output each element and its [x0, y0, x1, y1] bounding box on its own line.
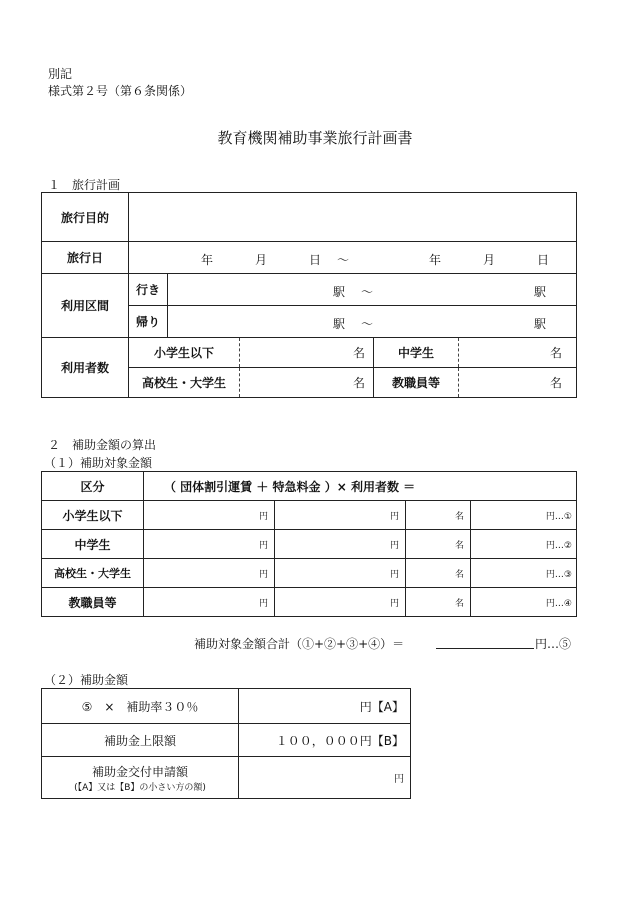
- date-year-1: 年: [201, 252, 214, 267]
- cell-subtotal[interactable]: 円…①: [471, 501, 577, 530]
- cell-express[interactable]: 円: [275, 530, 406, 559]
- users-staff-unit: 名: [549, 376, 562, 390]
- apply-label: 補助金交付申請額: [91, 764, 188, 779]
- users-junior-unit: 名: [549, 346, 562, 360]
- go-route-field[interactable]: [168, 274, 577, 306]
- cell-count[interactable]: 名: [406, 588, 471, 617]
- route-label: 利用区間: [42, 274, 129, 338]
- date-month-2: 月: [483, 252, 496, 267]
- go-tilde: ～: [361, 284, 374, 299]
- travel-plan-table: [41, 192, 577, 398]
- section2-sub1: （１）補助対象金額: [44, 456, 153, 470]
- users-elem-unit: 名: [352, 346, 365, 360]
- row-label-staff: 教職員等: [42, 588, 144, 617]
- go-station-from: 駅: [333, 284, 346, 299]
- users-junior-label: 中学生: [374, 338, 459, 367]
- total-label: 補助対象金額合計（①+②+③+④）＝: [194, 637, 405, 651]
- users-staff-label: 教職員等: [374, 368, 459, 397]
- go-label: 行き: [129, 274, 168, 306]
- date-year-2: 年: [429, 252, 442, 267]
- cell-subtotal[interactable]: 円…②: [471, 530, 577, 559]
- rate-value[interactable]: 円【A】: [239, 689, 411, 724]
- date-day-2: 日: [537, 252, 550, 267]
- table-row: [42, 559, 577, 588]
- document-title: 教育機関補助事業旅行計画書: [217, 129, 413, 147]
- header-annex: 別記: [48, 67, 73, 81]
- apply-value[interactable]: 円: [239, 757, 411, 799]
- table-row: [42, 588, 577, 617]
- header-form-number: 様式第２号（第６条関係）: [48, 84, 193, 98]
- date-field[interactable]: [129, 242, 577, 274]
- users-label: 利用者数: [42, 338, 129, 398]
- section1-heading: １ 旅行計画: [48, 178, 121, 192]
- purpose-label: 旅行目的: [42, 193, 129, 242]
- purpose-field[interactable]: [129, 193, 577, 242]
- cell-fare[interactable]: 円: [144, 501, 275, 530]
- return-station-to: 駅: [534, 316, 547, 331]
- subsidy-amount-table: [41, 688, 411, 799]
- return-station-from: 駅: [333, 316, 346, 331]
- row-label-junior: 中学生: [42, 530, 144, 559]
- cell-fare[interactable]: 円: [144, 530, 275, 559]
- users-high-field[interactable]: [240, 368, 374, 397]
- rate-label: ⑤ × 補助率３０％: [42, 689, 239, 724]
- users-high-label: 高校生・大学生: [129, 368, 240, 397]
- cell-express[interactable]: 円: [275, 588, 406, 617]
- return-label: 帰り: [129, 306, 168, 338]
- subsidy-target-table: [41, 471, 577, 617]
- cell-count[interactable]: 名: [406, 530, 471, 559]
- users-high-unit: 名: [352, 376, 365, 390]
- total-suffix: 円…⑤: [535, 637, 572, 651]
- users-elem-field[interactable]: [240, 338, 374, 367]
- users-staff-field[interactable]: [459, 368, 577, 397]
- cell-fare[interactable]: 円: [144, 559, 275, 588]
- row-label-high: 高校生・大学生: [42, 559, 144, 588]
- col-category: 区分: [42, 472, 144, 501]
- cell-subtotal[interactable]: 円…④: [471, 588, 577, 617]
- users-elem-label: 小学生以下: [129, 338, 240, 367]
- date-label: 旅行日: [42, 242, 129, 274]
- cell-count[interactable]: 名: [406, 559, 471, 588]
- limit-label: 補助金上限額: [42, 724, 239, 757]
- limit-value: １００，０００円【B】: [239, 724, 411, 757]
- date-tilde: ～: [337, 252, 350, 267]
- users-junior-field[interactable]: [459, 338, 577, 367]
- section2-sub2: （２）補助金額: [44, 673, 129, 687]
- cell-fare[interactable]: 円: [144, 588, 275, 617]
- total-field[interactable]: [436, 648, 534, 649]
- return-route-field[interactable]: [168, 306, 577, 338]
- date-day-1: 日: [309, 252, 322, 267]
- formula-header: （ 団体割引運賃 ＋ 特急料金 ）× 利用者数 ＝: [144, 472, 577, 501]
- row-label-elem: 小学生以下: [42, 501, 144, 530]
- go-station-to: 駅: [534, 284, 547, 299]
- table-row: [42, 501, 577, 530]
- return-tilde: ～: [361, 316, 374, 331]
- section2-heading: ２ 補助金額の算出: [48, 438, 157, 452]
- date-month-1: 月: [255, 252, 268, 267]
- cell-subtotal[interactable]: 円…③: [471, 559, 577, 588]
- cell-express[interactable]: 円: [275, 559, 406, 588]
- table-row: [42, 530, 577, 559]
- cell-count[interactable]: 名: [406, 501, 471, 530]
- cell-express[interactable]: 円: [275, 501, 406, 530]
- apply-note: (【A】又は【B】の小さい方の額): [74, 782, 206, 793]
